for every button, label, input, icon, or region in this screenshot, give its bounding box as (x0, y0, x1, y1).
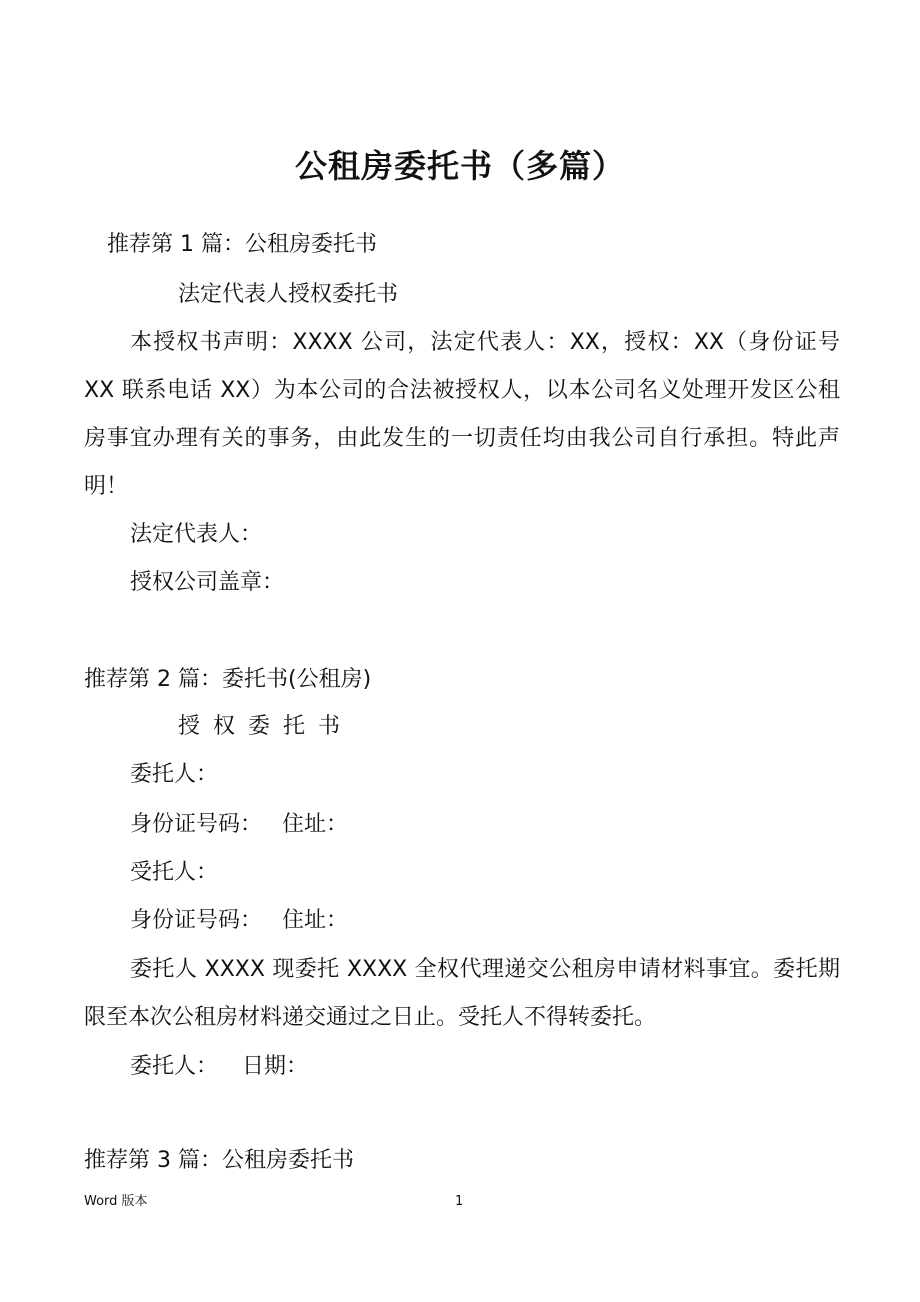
company-seal-field: 授权公司盖章： (130, 570, 285, 595)
section2-paragraph: 委托人 XXXX 现委托 XXXX 全权代理递交公租房申请材料事宜。委托期限至本次公租房材料递交通过之日止。受托人不得转委托。 (84, 957, 840, 1030)
footer-label: Word 版本 (84, 1194, 148, 1209)
principal-field: 委托人： (130, 762, 219, 787)
date-label: 日期： (242, 1054, 309, 1079)
section1-heading: 推荐第 1 篇：公租房委托书 (107, 232, 377, 257)
legal-representative-field: 法定代表人： (130, 522, 263, 547)
principal-id-label: 身份证号码： (130, 812, 263, 837)
agent-field: 受托人： (130, 860, 219, 885)
signature-row (130, 1052, 308, 1082)
principal-id-row (130, 810, 348, 840)
section1-subheading: 法定代表人授权委托书 (178, 282, 399, 307)
principal-address-label: 住址： (282, 812, 349, 837)
principal-sign-label: 委托人： (130, 1054, 219, 1079)
section2-subheading: 授权委托书 (178, 714, 354, 739)
agent-id-label: 身份证号码： (130, 908, 263, 933)
section1-paragraph: 本授权书声明：XXXX 公司，法定代表人：XX，授权：XX（身份证号 XX 联系电话 XX）为本公司的合法被授权人，以本公司名义处理开发区公租房事宜办理有关的事务，由此发生的一切责任均由我公司自行承担。特此声明！ (84, 330, 840, 499)
section3-heading: 推荐第 3 篇：公租房委托书 (84, 1148, 354, 1173)
page-number: 1 (455, 1194, 464, 1209)
document-title: 公租房委托书（多篇） (294, 147, 625, 185)
section2-heading: 推荐第 2 篇：委托书(公租房) (84, 667, 372, 692)
agent-address-label: 住址： (282, 908, 349, 933)
agent-id-row (130, 906, 348, 936)
